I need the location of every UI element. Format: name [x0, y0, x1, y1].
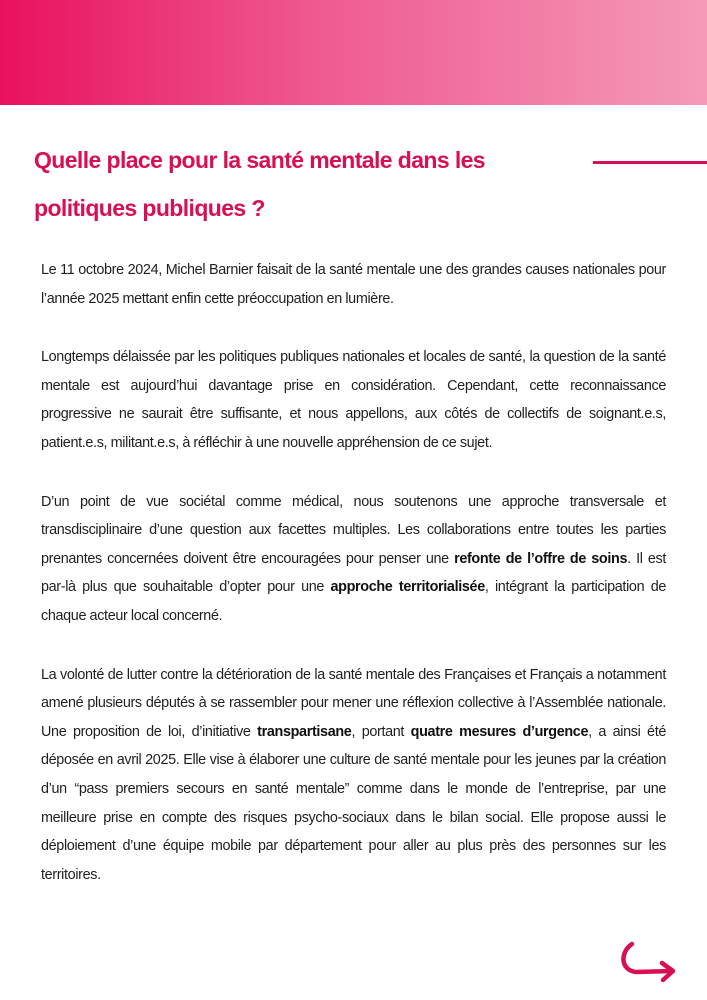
paragraph-2 — [41, 343, 666, 457]
text-segment: Le 11 octobre 2024, Michel Barnier faisait de la santé mentale une des grandes causes nationales pour l’année 2025 mettant enfin cette préoccupation en lumière. — [41, 262, 666, 307]
title-block — [34, 136, 594, 232]
text-segment: La volonté de lutter contre la détérioration de la santé mentale des Françaises et Français a notamment amené plusieurs députés à se rassembler pour mener une réflexion collective à l’Assemblée nationale. Une proposition de loi, d’initiative — [41, 666, 666, 740]
paragraph-3 — [41, 488, 666, 631]
text-segment: . Il est par-là plus que souhaitable d’opter pour une — [41, 550, 666, 596]
emphasis-approche: approche territorialisée — [330, 579, 485, 596]
page-title-line-2: politiques publiques ? — [34, 195, 265, 221]
text-segment: D’un point de vue sociétal comme médical, nous soutenons une approche transversale et transdisciplinaire d’une question aux facettes multiples. Les collaborations entre toutes les parties prenantes concernées doivent être encouragées pour penser une — [41, 493, 666, 567]
page-title-line-1: Quelle place pour la santé mentale dans les — [34, 147, 485, 173]
body-text — [41, 256, 666, 919]
emphasis-mesures: quatre mesures d’urgence — [410, 723, 589, 740]
page-title — [34, 136, 594, 232]
paragraph-4 — [41, 661, 666, 890]
text-segment: , intégrant la participation de chaque acteur local concerné. — [41, 579, 666, 624]
emphasis-refonte: refonte de l’offre de soins — [454, 550, 628, 567]
title-divider — [593, 161, 707, 164]
text-segment: Longtemps délaissée par les politiques publiques nationales et locales de santé, la question de la santé mentale est aujourd’hui davantage prise en considération. Cependant, cette reconnaissance progressive ne saurait être suffisante, et nous appellons, aux côtés de collectifs de soignant.e.s, patient.e.s, militant.e.s, à réfléchir à une nouvelle appréhension de ce sujet. — [41, 349, 666, 451]
text-segment: , a ainsi été déposée en avril 2025. Elle vise à élaborer une culture de santé mentale pour les jeunes par la création d’un “pass premiers secours en santé mentale” comme dans le monde de l’entreprise, par une meilleure prise en compte des risques psycho-sociaux dans le bilan social. Elle propose aussi le déploiement d’une équipe mobile par département pour aller au plus près des personnes sur les territoires. — [41, 723, 666, 883]
curved-arrow-icon[interactable] — [618, 938, 680, 984]
paragraph-1 — [41, 256, 666, 313]
top-banner — [0, 0, 707, 105]
text-segment: , portant — [351, 723, 411, 740]
emphasis-transpartisane: transpartisane — [257, 723, 352, 740]
